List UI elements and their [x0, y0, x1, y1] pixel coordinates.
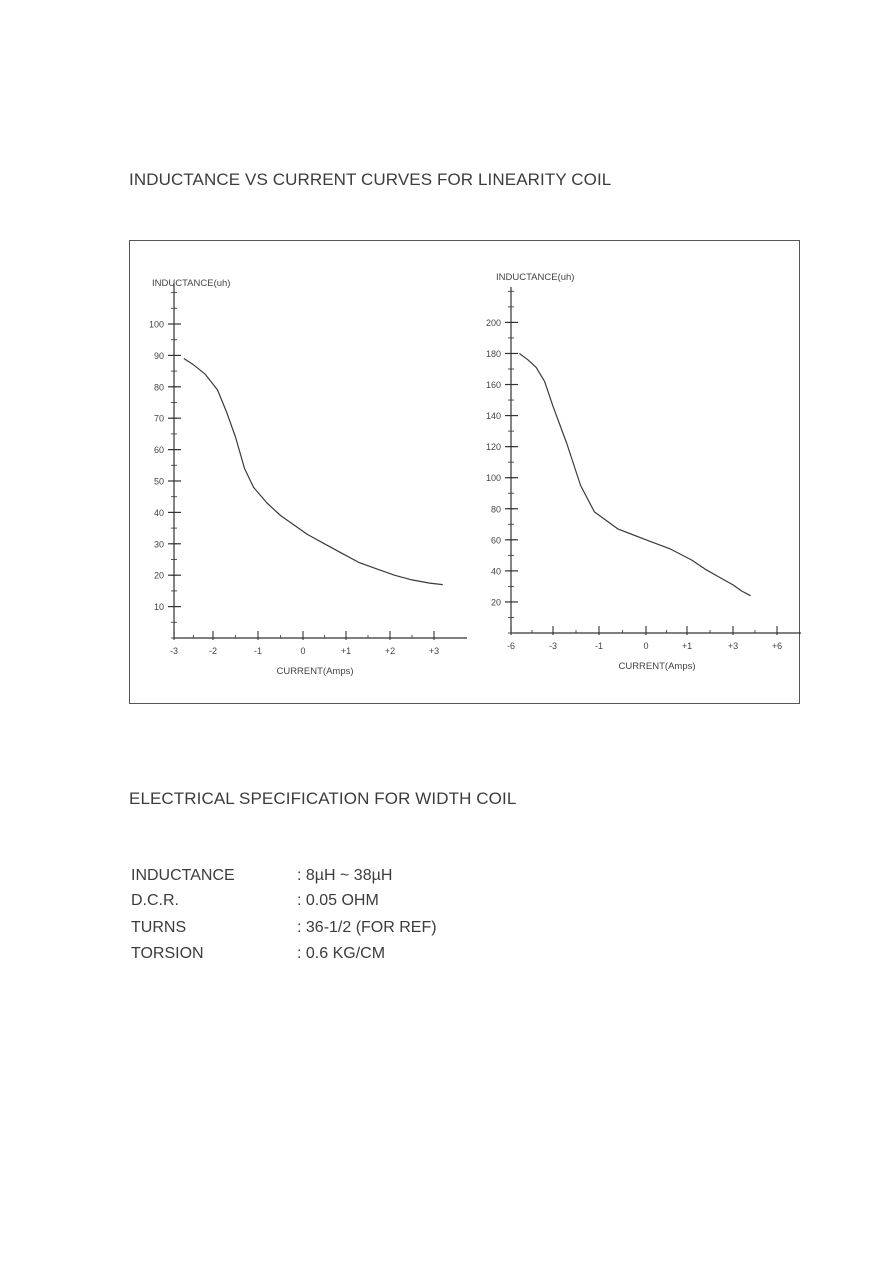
- x-axis-label: CURRENT(Amps): [276, 666, 354, 677]
- page-title: INDUCTANCE VS CURRENT CURVES FOR LINEARITY COIL: [129, 170, 612, 189]
- y-tick-label: 140: [485, 411, 501, 422]
- y-tick-label: 30: [153, 539, 164, 550]
- y-tick-label: 70: [153, 413, 164, 424]
- x-tick-label: -3: [169, 646, 179, 656]
- spec-title: ELECTRICAL SPECIFICATION FOR WIDTH COIL: [129, 789, 517, 808]
- chart-area: [130, 241, 801, 705]
- x-tick-label: -1: [253, 646, 263, 656]
- y-axis-label: INDUCTANCE(uh): [152, 278, 231, 289]
- x-tick-label: -2: [208, 646, 218, 656]
- y-tick-label: 50: [153, 476, 164, 487]
- x-tick-label: +2: [384, 646, 396, 656]
- y-tick-label: 80: [153, 382, 164, 393]
- x-tick-label: 0: [643, 641, 649, 651]
- series-line: [519, 354, 750, 596]
- spec-value: : 0.05 OHM: [297, 892, 379, 909]
- x-tick-label: 0: [300, 646, 306, 656]
- y-tick-label: 60: [153, 445, 164, 456]
- spec-value: : 8µH ~ 38µH: [297, 867, 393, 884]
- spec-label: INDUCTANCE: [131, 867, 235, 884]
- y-tick-label: 10: [153, 602, 164, 613]
- y-tick-label: 80: [490, 504, 501, 515]
- spec-label: TURNS: [131, 919, 187, 936]
- x-tick-label: +1: [340, 646, 352, 656]
- y-tick-label: 20: [490, 597, 501, 608]
- y-tick-label: 180: [485, 348, 501, 359]
- series-line: [184, 359, 443, 585]
- y-tick-label: 100: [485, 473, 501, 484]
- chart-frame: [129, 240, 800, 704]
- y-tick-label: 100: [148, 319, 164, 330]
- y-tick-label: 60: [490, 535, 501, 546]
- y-tick-label: 120: [485, 442, 501, 453]
- x-tick-label: -3: [548, 641, 558, 651]
- x-tick-label: +1: [681, 641, 693, 651]
- x-tick-label: +3: [727, 641, 739, 651]
- x-tick-label: -1: [594, 641, 604, 651]
- x-tick-label: -6: [506, 641, 516, 651]
- spec-value: : 0.6 KG/CM: [297, 945, 386, 962]
- y-axis-label: INDUCTANCE(uh): [496, 272, 575, 283]
- y-tick-label: 90: [153, 350, 164, 361]
- spec-value: : 36-1/2 (FOR REF): [297, 919, 437, 936]
- y-tick-label: 20: [153, 570, 164, 581]
- x-axis-label: CURRENT(Amps): [618, 661, 696, 672]
- spec-label: D.C.R.: [131, 892, 179, 909]
- y-tick-label: 200: [485, 317, 501, 328]
- spec-label: TORSION: [131, 945, 204, 962]
- y-tick-label: 160: [485, 380, 501, 391]
- x-tick-label: +3: [428, 646, 440, 656]
- x-tick-label: +6: [771, 641, 783, 651]
- y-tick-label: 40: [153, 507, 164, 518]
- y-tick-label: 40: [490, 566, 501, 577]
